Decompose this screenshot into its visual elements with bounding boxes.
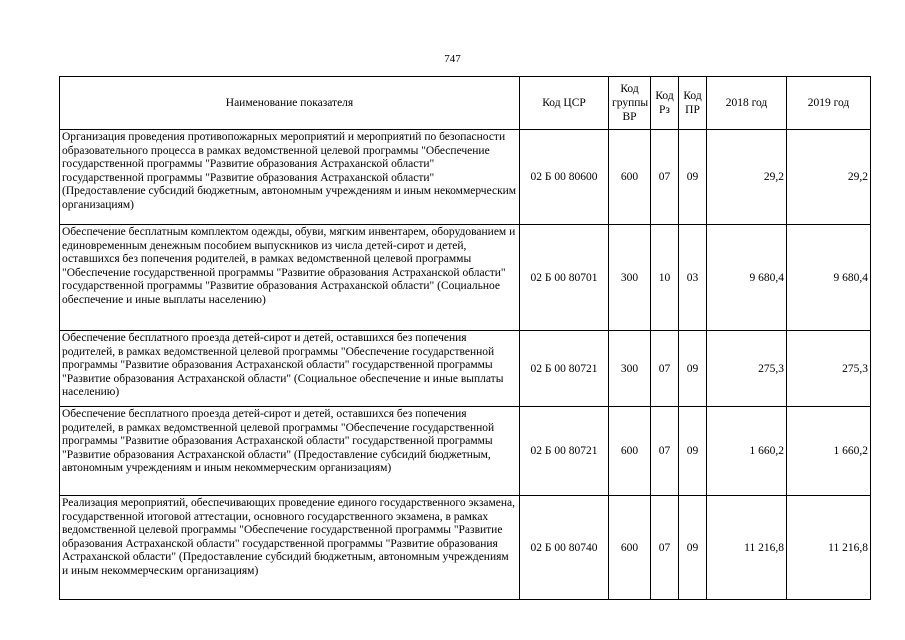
row-2018: 11 216,8 bbox=[707, 496, 787, 600]
row-2018: 9 680,4 bbox=[707, 225, 787, 331]
row-pr: 09 bbox=[679, 496, 707, 600]
row-name: Реализация мероприятий, обеспечивающих проведение единого государственного экзамена, государственной итоговой аттестации, основного государственного экзамена, в рамках ведомственной целевой программы "Обеспечение государственной программы "Развитие образования Астраханской области" государственной программы "Развитие образования Астраханской области" (Предоставление субсидий бюджетным, автономным учреждениям и иным некоммерческим организациям) bbox=[60, 496, 520, 600]
row-pr: 09 bbox=[679, 130, 707, 225]
row-2018: 1 660,2 bbox=[707, 407, 787, 496]
header-pr: Код ПР bbox=[679, 77, 707, 130]
table-row bbox=[60, 407, 871, 496]
row-name: Организация проведения противопожарных мероприятий и мероприятий по безопасности образовательного процесса в рамках ведомственной целевой программы "Обеспечение государственной программы "Развитие образования Астраханской области" государственной программы "Развитие образования Астраханской области" (Предоставление субсидий бюджетным, автономным учреждениям и иным некоммерческим организациям) bbox=[60, 130, 520, 225]
row-csr: 02 Б 00 80721 bbox=[520, 331, 609, 407]
row-2018: 29,2 bbox=[707, 130, 787, 225]
row-pr: 03 bbox=[679, 225, 707, 331]
table-row bbox=[60, 130, 871, 225]
row-csr: 02 Б 00 80740 bbox=[520, 496, 609, 600]
header-2019: 2019 год bbox=[787, 77, 871, 130]
row-2019: 29,2 bbox=[787, 130, 871, 225]
row-2018: 275,3 bbox=[707, 331, 787, 407]
row-pr: 09 bbox=[679, 331, 707, 407]
header-rz: Код Рз bbox=[651, 77, 679, 130]
header-2018: 2018 год bbox=[707, 77, 787, 130]
row-rz: 07 bbox=[651, 407, 679, 496]
row-vr: 300 bbox=[609, 331, 651, 407]
row-2019: 1 660,2 bbox=[787, 407, 871, 496]
row-name: Обеспечение бесплатным комплектом одежды, обуви, мягким инвентарем, оборудованием и единовременным денежным пособием выпускников из числа детей-сирот и детей, оставшихся без попечения родителей, в рамках ведомственной целевой программы "Обеспечение государственной программы "Развитие образования Астраханской области" государственной программы "Развитие образования Астраханской области" (Социальное обеспечение и иные выплаты населению) bbox=[60, 225, 520, 331]
row-vr: 600 bbox=[609, 407, 651, 496]
row-vr: 600 bbox=[609, 130, 651, 225]
row-csr: 02 Б 00 80600 bbox=[520, 130, 609, 225]
row-name: Обеспечение бесплатного проезда детей-сирот и детей, оставшихся без попечения родителей, в рамках ведомственной целевой программы "Обеспечение государственной программы "Развитие образования Астраханской области" государственной программы "Развитие образования Астраханской области" (Социальное обеспечение и иные выплаты населению) bbox=[60, 331, 520, 407]
row-2019: 9 680,4 bbox=[787, 225, 871, 331]
page-number: 747 bbox=[444, 53, 461, 65]
header-row bbox=[60, 77, 871, 130]
header-name: Наименование показателя bbox=[60, 77, 520, 130]
row-vr: 600 bbox=[609, 496, 651, 600]
row-name: Обеспечение бесплатного проезда детей-сирот и детей, оставшихся без попечения родителей, в рамках ведомственной целевой программы "Обеспечение государственной программы "Развитие образования Астраханской области" государственной программы "Развитие образования Астраханской области" (Предоставление субсидий бюджетным, автономным учреждениям и иным некоммерческим организациям) bbox=[60, 407, 520, 496]
header-csr: Код ЦСР bbox=[520, 77, 609, 130]
row-csr: 02 Б 00 80721 bbox=[520, 407, 609, 496]
table-header bbox=[60, 77, 871, 130]
table-row bbox=[60, 225, 871, 331]
row-rz: 10 bbox=[651, 225, 679, 331]
row-pr: 09 bbox=[679, 407, 707, 496]
row-2019: 275,3 bbox=[787, 331, 871, 407]
row-vr: 300 bbox=[609, 225, 651, 331]
row-rz: 07 bbox=[651, 496, 679, 600]
row-csr: 02 Б 00 80701 bbox=[520, 225, 609, 331]
table-row bbox=[60, 331, 871, 407]
row-rz: 07 bbox=[651, 130, 679, 225]
budget-table bbox=[59, 76, 871, 600]
row-2019: 11 216,8 bbox=[787, 496, 871, 600]
row-rz: 07 bbox=[651, 331, 679, 407]
header-vr: Код группы ВР bbox=[609, 77, 651, 130]
table-row bbox=[60, 496, 871, 600]
table-body bbox=[60, 130, 871, 600]
